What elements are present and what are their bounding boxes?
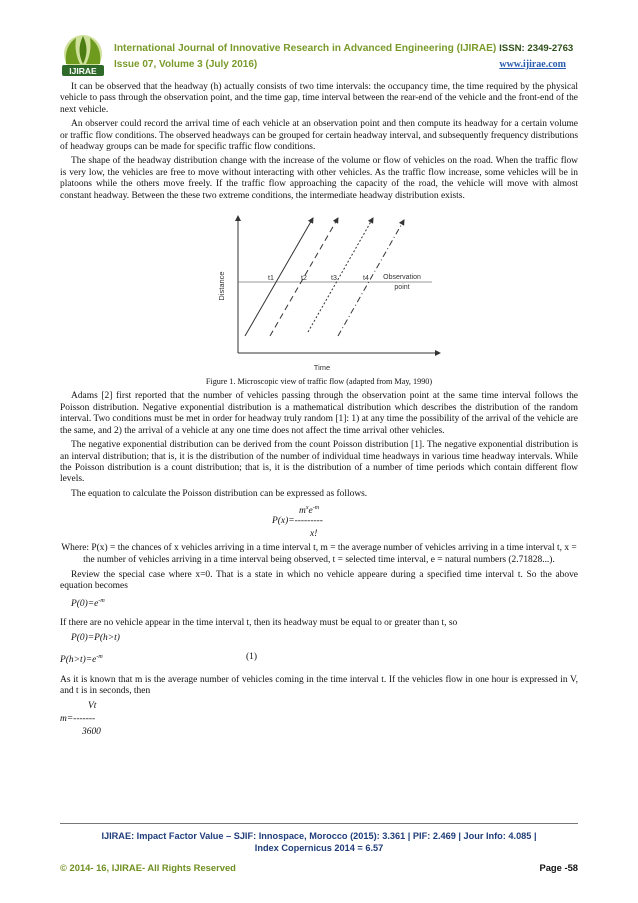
footer-line-1: IJIRAE: Impact Factor Value – SJIF: Innospace, Morocco (2015): 3.361 | PIF: 2.469 | Jour Info: 4.085 | bbox=[101, 831, 537, 841]
observation-label-2: point bbox=[394, 284, 410, 292]
paragraph-poisson-intro: The equation to calculate the Poisson distribution can be expressed as follows. bbox=[71, 488, 368, 499]
footer-divider bbox=[60, 823, 578, 824]
ph-sup: -m bbox=[96, 654, 103, 661]
figure-traffic-flow bbox=[60, 208, 578, 374]
poisson-m: m bbox=[299, 506, 306, 517]
footer-impact-factors bbox=[60, 830, 578, 854]
poisson-m-sup: x bbox=[305, 505, 309, 512]
footer-copyright: © 2014- 16, IJIRAE- All Rights Reserved bbox=[60, 862, 236, 873]
page-header bbox=[0, 0, 638, 80]
equation-p0-ph: P(0)=P(h>t) bbox=[71, 632, 120, 643]
paragraph-adams: Adams [2] first reported that the number of vehicles passing through the observation point at the same time interval follows the Poisson distribution. Negative exponential distribution is a mathematical distribution which describes the distribution of the random interval. Two conditions must be met in order for headway truly random [1]: 1) at any time the possibility of the arrival of the vehicle are the same, and 2) the arrival of a vehicle at any one time does not affect the time arrival other vehicles. bbox=[60, 391, 578, 436]
issn: ISSN: 2349-2763 bbox=[499, 43, 574, 54]
m-denominator: 3600 bbox=[82, 727, 101, 738]
paragraph-observer: An observer could record the arrival time of each vehicle at an observation point and then compute its headway for a certain volume or traffic flow conditions. The observed headways can be grouped for certain headway interval, and subsequently frequency distributions of headway groups can be made for specific traffic flow conditions. bbox=[60, 119, 578, 153]
figure-caption: Figure 1. Microscopic view of traffic flow (adapted from May, 1990) bbox=[205, 377, 433, 387]
poisson-e: e bbox=[308, 506, 313, 517]
issue-info: Issue 07, Volume 3 (July 2016) bbox=[114, 59, 258, 70]
paragraph-average-vehicles: As it is known that m is the average number of vehicles coming in the time interval t. If the vehicles flow in one hour is expressed in V, and t is in seconds, then bbox=[60, 674, 578, 697]
equation-m bbox=[60, 701, 578, 743]
footer-line-2: Index Copernicus 2014 = 6.57 bbox=[254, 843, 384, 853]
paragraph-negative-exponential: The negative exponential distribution can be derived from the count Poisson distribution [1]. The negative exponential distribution is an interval distribution; that is, it is the distribution of the number of individual time headways in various time headway intervals. While the Poisson distribution is a count distribution; that is, it is the distribution of a number of time periods which contain different flow levels. bbox=[60, 440, 578, 485]
equation-number: (1) bbox=[246, 652, 258, 663]
paragraph-distribution-shape: The shape of the headway distribution change with the increase of the volume or flow of vehicles on the road. When the traffic flow is very low, the vehicles are free to move without interacting with other vehicles. As the traffic flow increase, some vehicles will be in platoons while the others move freely. If the traffic flow approaching the capacity of the road, the vehicle will move with almost constant headway. Between the these two extreme conditions, the intermediate headway distribution exists. bbox=[60, 156, 578, 201]
paragraph-special-case: Review the special case where x=0. That is a state in which no vehicle appeare during a specified time interval t. So the above equation becomes bbox=[60, 569, 578, 592]
ijirae-logo-icon bbox=[56, 34, 110, 78]
journal-title bbox=[114, 43, 573, 54]
t2-label: t2 bbox=[301, 275, 307, 283]
y-axis-label: Distance bbox=[217, 271, 226, 301]
observation-label-1: Observation bbox=[383, 274, 421, 282]
paragraph-no-vehicle: If there are no vehicle appear in the time interval t, then its headway must be equal to or greater than t, so bbox=[60, 618, 458, 629]
equation-1 bbox=[60, 652, 578, 667]
poisson-lhs: P(x)=--------- bbox=[272, 516, 323, 527]
m-line: m=------- bbox=[60, 714, 96, 725]
x-axis-label: Time bbox=[313, 363, 331, 373]
t3-label: t3 bbox=[331, 275, 337, 283]
journal-name: International Journal of Innovative Research in Advanced Engineering (IJIRAE) bbox=[114, 43, 497, 54]
t1-label: t1 bbox=[268, 275, 274, 283]
poisson-equation bbox=[60, 503, 578, 543]
ph-base: P(h>t)=e bbox=[60, 655, 97, 666]
poisson-denominator: x! bbox=[310, 529, 318, 540]
p0-base: P(0)=e bbox=[71, 598, 99, 609]
article-body bbox=[60, 82, 578, 743]
paragraph-headway: It can be observed that the headway (h) actually consists of two time intervals: the occupancy time, the time required by the physical vehicle to pass through the observation point, and the time gap, time interval between the rear-end of the vehicle and the front-end of the next vehicle. bbox=[60, 82, 578, 115]
m-numerator: Vt bbox=[88, 701, 97, 712]
journal-website-link[interactable]: www.ijirae.com bbox=[499, 59, 566, 70]
logo-text: IJIRAE bbox=[69, 66, 97, 76]
page-number: Page -58 bbox=[539, 862, 578, 873]
t4-label: t4 bbox=[363, 275, 369, 283]
equation-p0 bbox=[71, 596, 578, 611]
traffic-diagram bbox=[60, 208, 578, 374]
p0-sup: -m bbox=[98, 597, 105, 604]
poisson-where-definitions: Where: P(x) = the chances of x vehicles arriving in a time interval t, m = the average number of vehicles arriving in a time interval t, x = the number of vehicles arriving in a time interval being observed, t = selected time interval, e = natural numbers (2.71828...). bbox=[61, 543, 577, 565]
poisson-e-sup: -m bbox=[312, 505, 320, 512]
